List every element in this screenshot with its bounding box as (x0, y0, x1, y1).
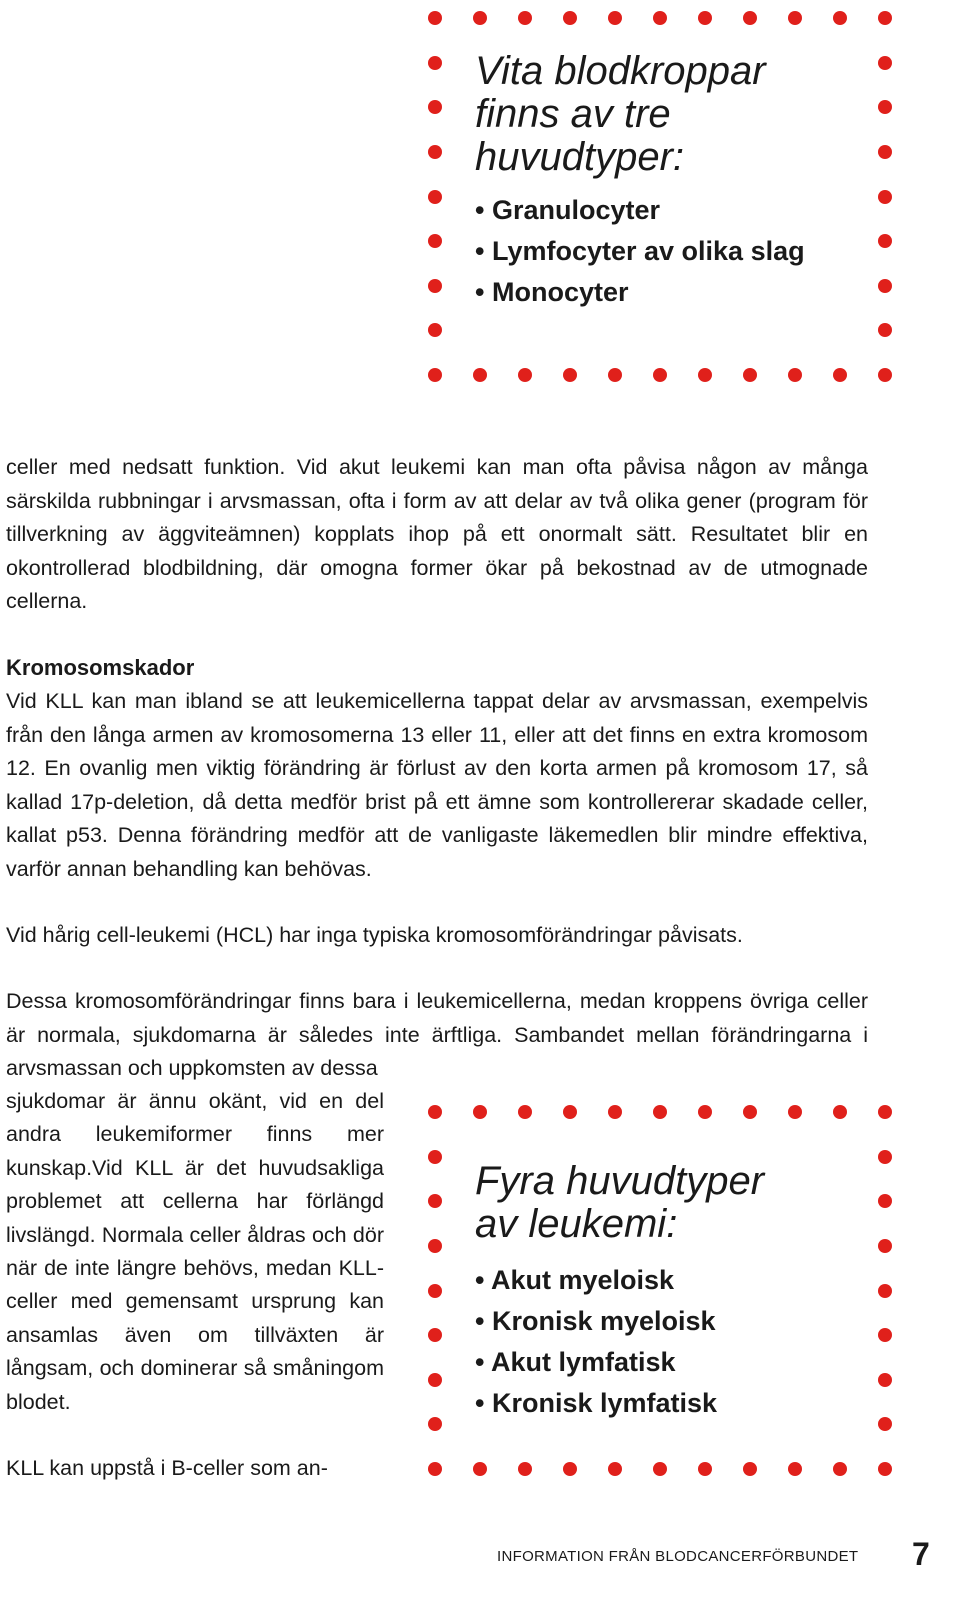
red-dot (608, 11, 622, 25)
red-dot (878, 368, 892, 382)
red-dot (518, 11, 532, 25)
red-dot (878, 100, 892, 114)
list-item: • Granulocyter (475, 190, 805, 231)
red-dot (743, 368, 757, 382)
red-dot (788, 368, 802, 382)
list-item: • Akut lymfatisk (475, 1342, 717, 1383)
red-dot (428, 1328, 442, 1342)
box-title-line: av leukemi: (475, 1202, 678, 1246)
box-title (475, 50, 766, 179)
red-dot (608, 368, 622, 382)
red-dot (563, 368, 577, 382)
red-dot (743, 11, 757, 25)
red-dot (428, 1239, 442, 1253)
red-dot (653, 1462, 667, 1476)
red-dot (428, 279, 442, 293)
red-dot (563, 1462, 577, 1476)
red-dot (878, 1284, 892, 1298)
red-dot (878, 1150, 892, 1164)
red-dot (878, 1373, 892, 1387)
list-item: • Kronisk lymfatisk (475, 1383, 717, 1424)
body-paragraph: Vid hårig cell-leukemi (HCL) har inga typiska kromosomförändringar påvisats. (6, 923, 743, 947)
red-dot (518, 1462, 532, 1476)
red-dot (743, 1105, 757, 1119)
red-dot (698, 1105, 712, 1119)
red-dot (878, 56, 892, 70)
red-dot (473, 11, 487, 25)
red-dot (878, 1239, 892, 1253)
box-title-line: huvudtyper: (475, 135, 685, 179)
red-dot (788, 1462, 802, 1476)
red-dot (653, 11, 667, 25)
red-dot (563, 11, 577, 25)
red-dot (428, 368, 442, 382)
list-item: • Kronisk myeloisk (475, 1301, 717, 1342)
red-dot (833, 368, 847, 382)
red-dot (878, 234, 892, 248)
red-dot (788, 11, 802, 25)
red-dot (518, 368, 532, 382)
red-dot (428, 1194, 442, 1208)
red-dot (698, 11, 712, 25)
red-dot (428, 1373, 442, 1387)
red-dot (428, 1150, 442, 1164)
red-dot (878, 1194, 892, 1208)
red-dot (428, 1284, 442, 1298)
body-paragraph: Dessa kromosomförändringar finns bara i leukemicellerna, medan kroppens övriga celler är normala, sjukdomarna är således inte ärftliga. Sambandet mellan förändringarna i arvsmassan och uppkomsten av dessa (6, 989, 868, 1081)
red-dot (473, 1105, 487, 1119)
red-dot (428, 1417, 442, 1431)
red-dot (833, 1105, 847, 1119)
red-dot (428, 323, 442, 337)
red-dot (878, 11, 892, 25)
red-dot (878, 1105, 892, 1119)
red-dot (473, 1462, 487, 1476)
red-dot (878, 1417, 892, 1431)
footer-text: INFORMATION FRÅN BLODCANCERFÖRBUNDET (497, 1548, 859, 1565)
intro-paragraph: celler med nedsatt funktion. Vid akut leukemi kan man ofta påvisa någon av många särskilda rubbningar i arvsmassan, ofta i form av att delar av två olika gener (program för tillverkning av äggviteämnen) kopplats ihop på ett onormalt sätt. Resultatet blir en okontrollerad blodbildning, där omogna former ökar på bekostnad av de utmognade cellerna. (6, 455, 868, 614)
red-dot (653, 1105, 667, 1119)
box-title (475, 1160, 764, 1246)
red-dot (878, 323, 892, 337)
red-dot (428, 1105, 442, 1119)
list-item: • Monocyter (475, 272, 805, 313)
red-dot (878, 1462, 892, 1476)
page-number: 7 (912, 1536, 930, 1572)
red-dot (428, 234, 442, 248)
red-dot (428, 190, 442, 204)
red-dot (698, 368, 712, 382)
column-paragraph: KLL kan uppstå i B-celler som an- (6, 1456, 328, 1480)
red-dot (428, 56, 442, 70)
red-dot (788, 1105, 802, 1119)
red-dot (608, 1105, 622, 1119)
red-dot (743, 1462, 757, 1476)
red-dot (698, 1462, 712, 1476)
red-dot (653, 368, 667, 382)
red-dot (833, 11, 847, 25)
red-dot (428, 11, 442, 25)
red-dot (878, 190, 892, 204)
box-title-line: Vita blodkroppar (475, 49, 766, 93)
section-heading: Kromosomskador (6, 655, 195, 680)
red-dot (608, 1462, 622, 1476)
red-dot (833, 1462, 847, 1476)
leukemia-type-list (475, 1260, 717, 1424)
red-dot (563, 1105, 577, 1119)
red-dot (518, 1105, 532, 1119)
red-dot (428, 1462, 442, 1476)
column-paragraph: sjukdomar är ännu okänt, vid en del andra leukemiformer finns mer kunskap.Vid KLL är det huvudsakliga problemet att cellerna har förlängd livslängd. Normala celler åldras och dör när de inte längre behövs, medan KLL-celler med gemensamt ursprung kan ansamlas även om tillväxten är långsam, och dominerar så småningom blodet. (6, 1089, 384, 1414)
box-title-line: finns av tre (475, 92, 671, 136)
list-item: • Lymfocyter av olika slag (475, 231, 805, 272)
red-dot (473, 368, 487, 382)
body-paragraph: Vid KLL kan man ibland se att leukemicellerna tappat delar av arvsmassan, exempelvis från den långa armen av kromosomerna 13 eller 11, eller att det finns en extra kromosom 12. En ovanlig men viktig förändring är förlust av den korta armen på kromosom 17, så kallad 17p-deletion, då detta medför brist på ett ämne som kontrollererar skadade celler, kallat p53. Denna förändring medför att de vanligaste läkemedlen blir mindre effektiva, varför annan behandling kan behövas. (6, 689, 868, 881)
cell-type-list (475, 190, 805, 313)
list-item: • Akut myeloisk (475, 1260, 717, 1301)
box-title-line: Fyra huvudtyper (475, 1159, 765, 1203)
red-dot (428, 145, 442, 159)
red-dot (878, 1328, 892, 1342)
red-dot (428, 100, 442, 114)
red-dot (878, 279, 892, 293)
red-dot (878, 145, 892, 159)
